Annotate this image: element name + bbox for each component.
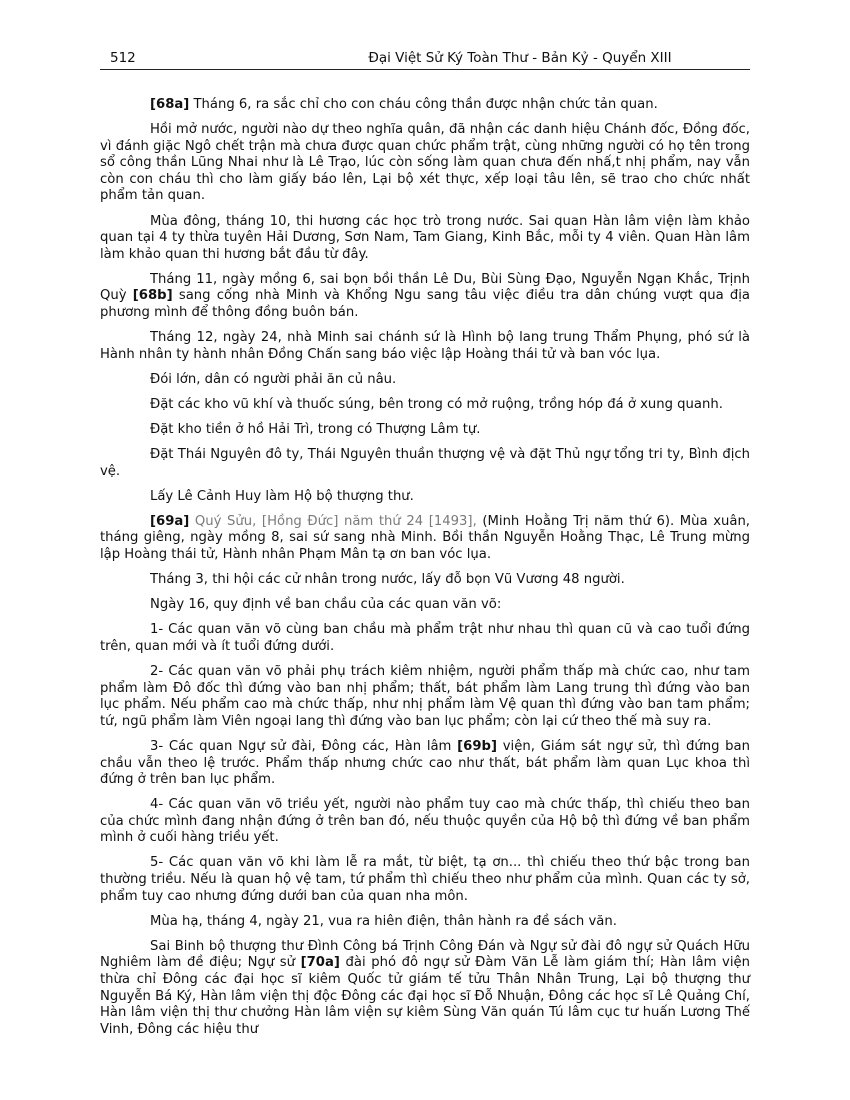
paragraph: Hồi mở nước, người nào dự theo nghĩa quân, đã nhận các danh hiệu Chánh đốc, Đồng đốc, vì đánh giặc Ngô chết trận mà chưa được quan chức phẩm trật, cùng những người có họ tên trong sổ công thần Lũng Nhai như là Lê Trạo, lúc còn sống làm quan chưa đến nhấ,t nhị phẩm, nay vẫn còn con cháu thì cho làm giấy báo lên, Lại bộ xét thực, xếp loại tâu lên, sẽ trao cho chức nhất phẩm tản quan. xyxy=(100,122,750,204)
paragraph: Mùa hạ, tháng 4, ngày 21, vua ra hiên điện, thân hành ra đề sách văn. xyxy=(150,913,617,929)
page-key-marker: [68b] xyxy=(132,288,173,304)
paragraph: [68a] Tháng 6, ra sắc chỉ cho con cháu công thần được nhận chức tản quan. xyxy=(150,97,658,112)
page-key-marker: [70a] xyxy=(300,955,340,971)
paragraph: Ngày 16, quy định về ban chầu của các quan văn võ: xyxy=(150,597,502,613)
running-title: Đại Việt Sử Ký Toàn Thư - Bản Kỷ - Quyển XIII xyxy=(368,50,672,66)
paragraph: 5- Các quan văn võ khi làm lễ ra mắt, từ biệt, tạ ơn... thì chiếu theo thứ bậc trong ban thường triều. Nếu là quan hộ vệ tam, tứ phẩm thì chiếu theo như phẩm của mình. Quan các ty sở, phẩm tuy cao nhưng đứng dưới ban của quan nha môn. xyxy=(100,855,750,904)
paragraph: [69a] Quý Sửu, [Hồng Đức] năm thứ 24 [1493], (Minh Hoằng Trị năm thứ 6). Mùa xuân, tháng giêng, ngày mồng 8, sai sứ sang nhà Minh. Bồi thần Nguyễn Hoằng Thạc, Lê Trung mừng lập Hoàng thái tử, Hành nhân Phạm Mân tạ ơn ban vóc lụa. xyxy=(100,513,750,563)
paragraph: 3- Các quan Ngự sử đài, Đông các, Hàn lâm [69b] viện, Giám sát ngự sử, thì đứng ban chầu vẫn theo lệ trước. Phẩm thấp nhưng chức cao như thất, bát phẩm làm quan Lục khoa thì đứng ở trên ban lục phẩm. xyxy=(100,738,750,788)
paragraph: Mùa đông, tháng 10, thi hương các học trò trong nước. Sai quan Hàn lâm viện làm khảo quan tại 4 ty thừa tuyên Hải Dương, Sơn Nam, Tam Giang, Kinh Bắc, mỗi ty 4 viên. Quan Hàn lâm làm khảo quan thi hương bắt đầu từ đây. xyxy=(100,213,750,262)
page-number: 512 xyxy=(110,50,136,66)
paragraph: 4- Các quan văn võ triều yết, người nào phẩm tuy cao mà chức thấp, thì chiếu theo ban của chức mình đang nhận đứng ở trên ban đó, nếu thuộc quyền của Hộ bộ thì đứng về ban phẩm mình ở cuối hàng triều yết. xyxy=(100,797,750,846)
paragraph: 2- Các quan văn võ phải phụ trách kiêm nhiệm, người phẩm thấp mà chức cao, như tam phẩm làm Đô đốc thì đứng vào ban nhị phẩm; thất, bát phẩm làm Lang trung thì đứng vào ban lục phẩm. Nếu phẩm cao mà chức thấp, như nhị phẩm làm Vệ quan thì đứng vào ban tam phẩm; tứ, ngũ phẩm làm Viên ngoại lang thì đứng vào ban lục phẩm; còn lại cứ theo thế mà suy ra. xyxy=(100,664,750,729)
page-header xyxy=(100,49,750,70)
paragraph: Lấy Lê Cảnh Huy làm Hộ bộ thượng thư. xyxy=(150,488,414,504)
chronicle-body xyxy=(100,97,750,1047)
paragraph: Đói lớn, dân có người phải ăn củ nâu. xyxy=(150,371,397,387)
year-heading: Quý Sửu, [Hồng Đức] năm thứ 24 [1493], xyxy=(189,513,477,529)
paragraph: Đặt các kho vũ khí và thuốc súng, bên trong có mở ruộng, trồng hóp đá ở xung quanh. xyxy=(150,396,723,412)
paragraph: Tháng 11, ngày mồng 6, sai bọn bồi thần Lê Du, Bùi Sùng Đạo, Nguyễn Ngạn Khắc, Trịnh Quỳ [68b] sang cống nhà Minh và Khổng Ngu sang tâu việc điều tra dân chúng vượt qua địa phương mình để thông đồng buôn bán. xyxy=(100,271,751,321)
page-key-marker: [69a] xyxy=(150,513,190,529)
page-key-marker: [69b] xyxy=(457,738,498,754)
paragraph: Tháng 12, ngày 24, nhà Minh sai chánh sứ là Hình bộ lang trung Thẩm Phụng, phó sứ là Hành nhân ty hành nhân Đồng Chấn sang báo việc lập Hoàng thái tử và ban vóc lụa. xyxy=(100,330,750,362)
paragraph: Đặt Thái Nguyên đô ty, Thái Nguyên thuần thượng vệ và đặt Thủ ngự tổng tri ty, Bình địch vệ. xyxy=(100,447,750,479)
page-key-marker: [68a] xyxy=(150,97,190,112)
paragraph: Tháng 3, thi hội các cử nhân trong nước, lấy đỗ bọn Vũ Vương 48 người. xyxy=(150,572,625,588)
paragraph: 1- Các quan văn võ cùng ban chầu mà phẩm trật như nhau thì quan cũ và cao tuổi đứng trên, quan mới và ít tuổi đứng dưới. xyxy=(100,622,750,654)
paragraph: Đặt kho tiền ở hồ Hải Trì, trong có Thượng Lâm tự. xyxy=(150,422,481,437)
paragraph: Sai Binh bộ thượng thư Đình Công bá Trịnh Công Đán và Ngự sử đài đô ngự sử Quách Hữu Nghiêm làm đề điệu; Ngự sử [70a] đài phó đô ngự sử Đàm Văn Lễ làm giám thí; Hàn lâm viện thừa chỉ Đông các đại học sĩ kiêm Quốc tử giám tế tửu Thân Nhân Trung, Lại bộ thượng thư Nguyễn Bá Ký, Hàn lâm viện thị độc Đông các đại học sĩ Đỗ Nhuận, Đông các học sĩ Lê Quảng Chí, Hàn lâm viện thị thư chưởng Hàn lâm viện sự kiêm Sùng Văn quán Tú lâm cục tư huấn Lương Thế Vinh, Đông các hiệu thư xyxy=(100,938,750,1037)
document-page xyxy=(100,0,750,1100)
